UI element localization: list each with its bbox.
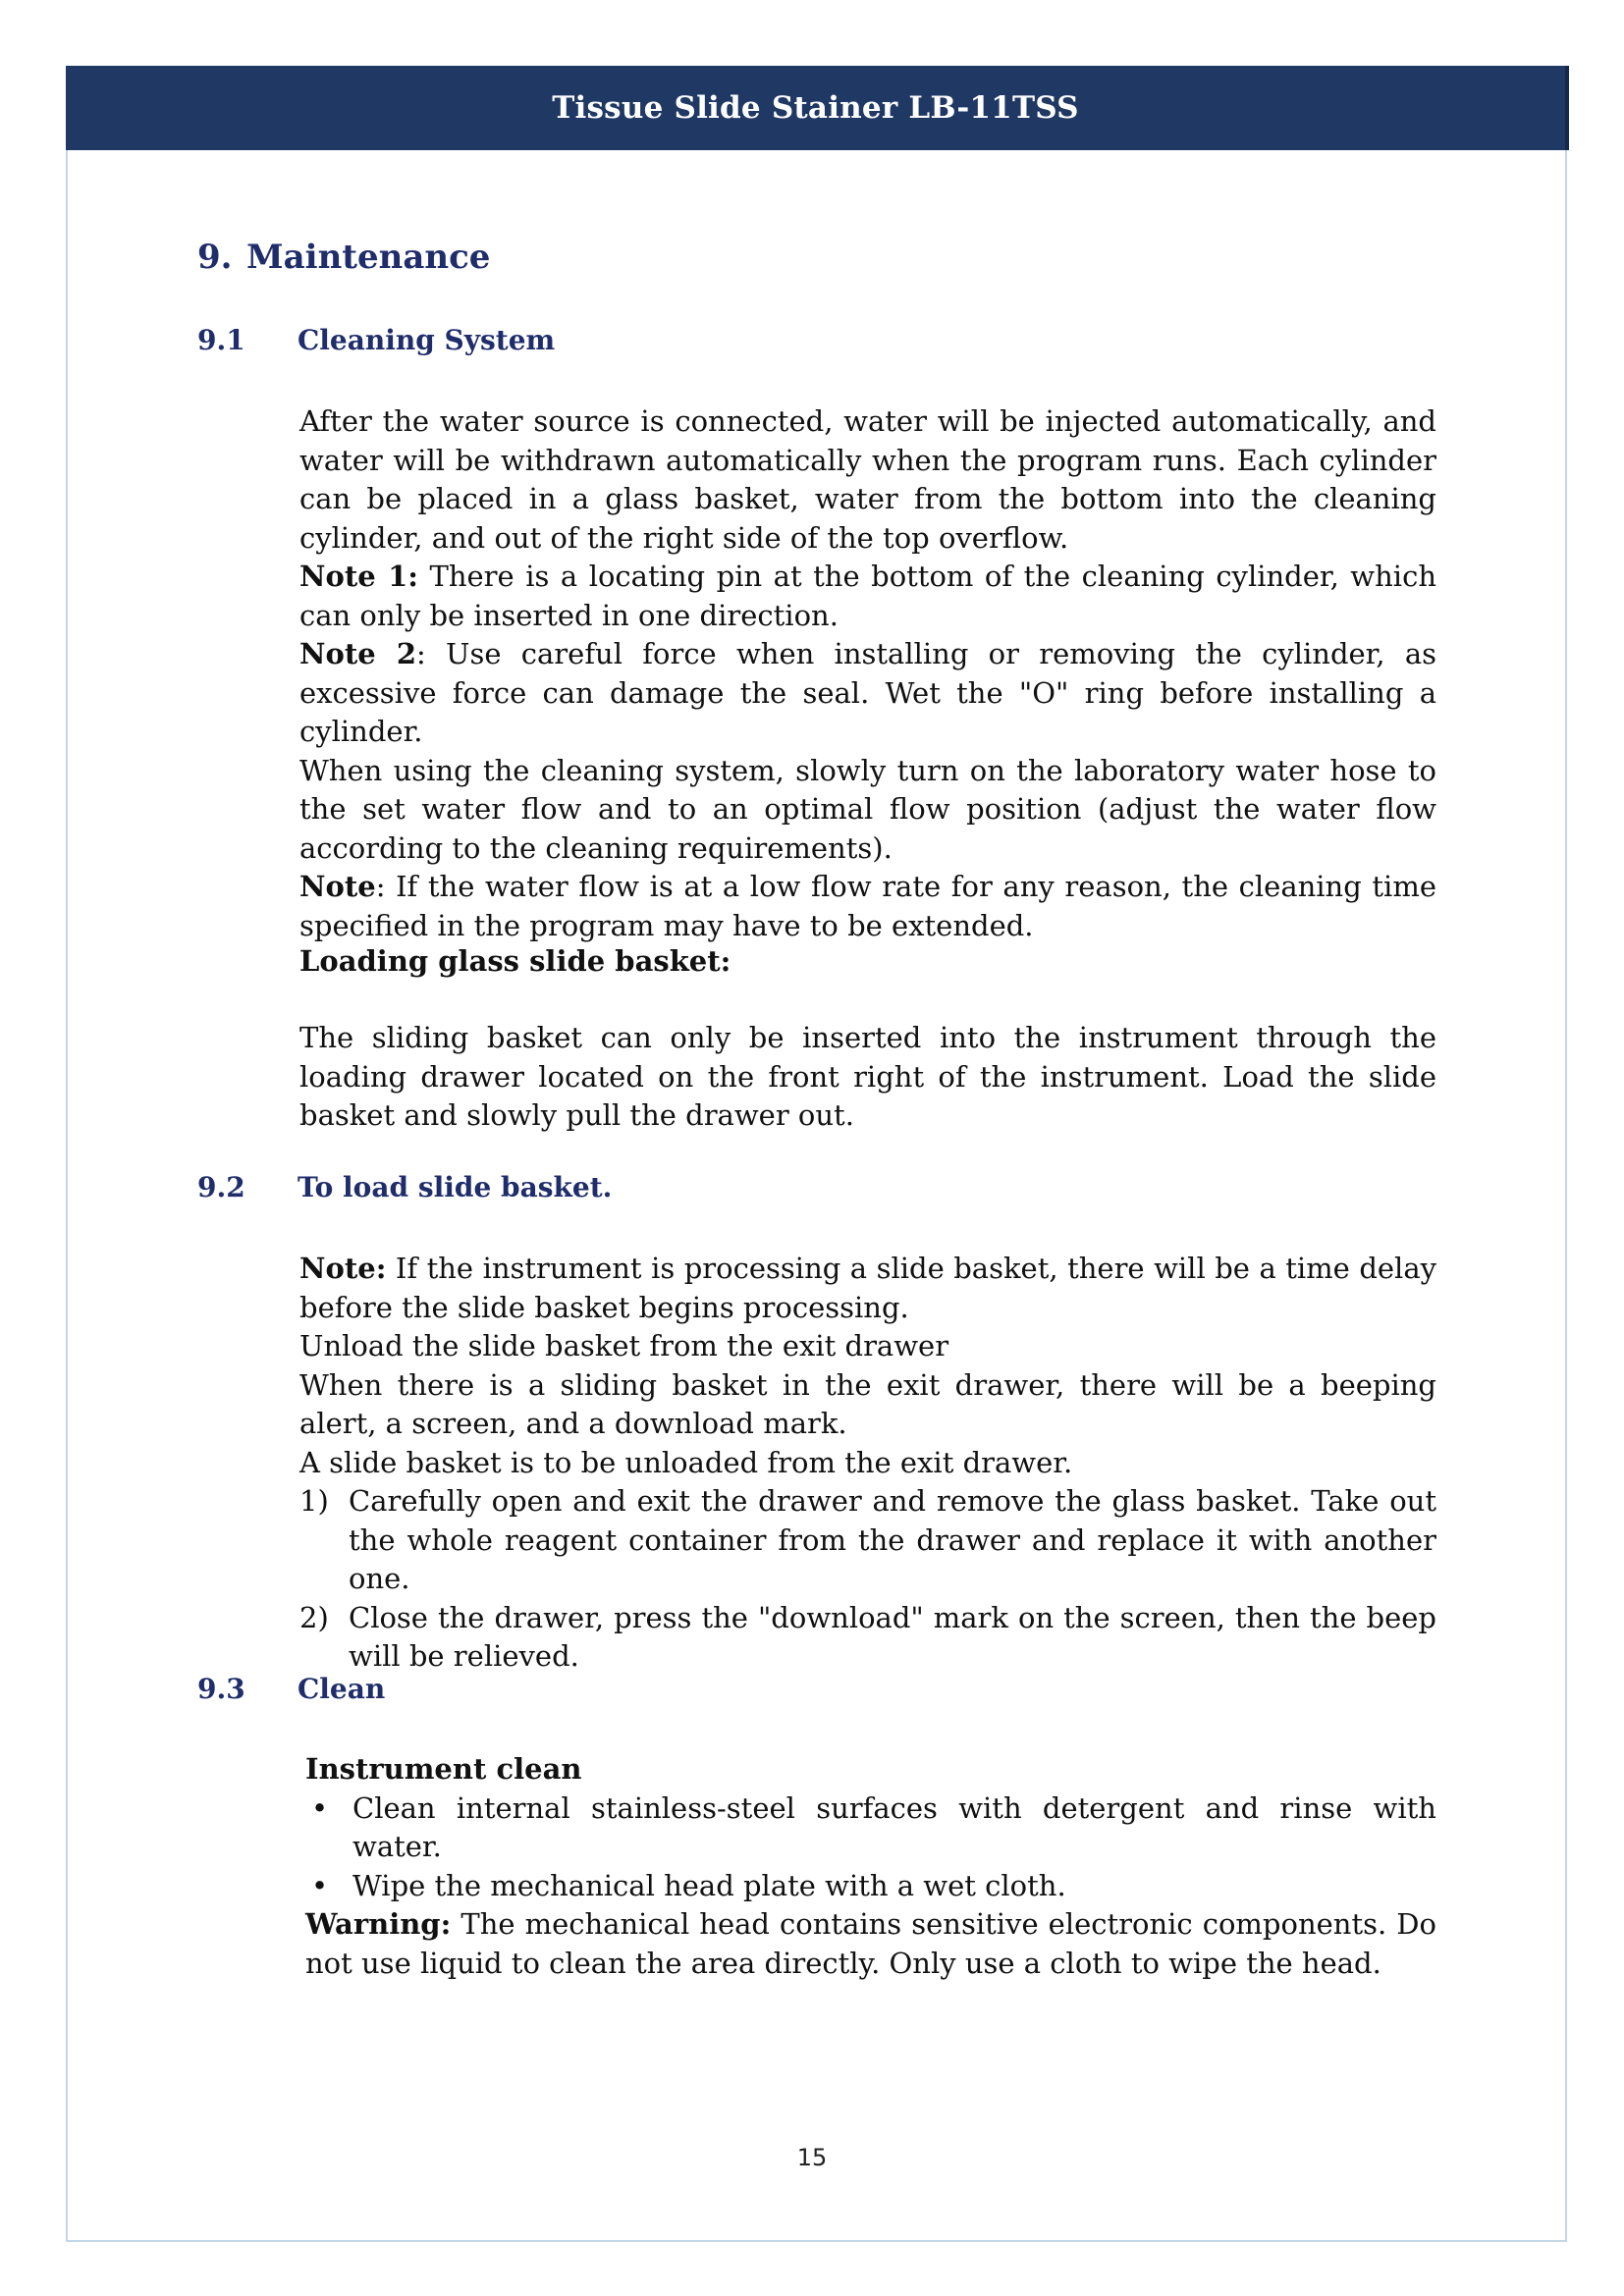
subsection-number: 9.2 <box>197 1171 245 1203</box>
section-heading <box>197 238 490 277</box>
loading-basket-body <box>299 1019 1436 1136</box>
subsection-heading-9-1 <box>197 324 555 356</box>
list-item-text: Wipe the mechanical head plate with a wet cloth. <box>352 1868 1066 1902</box>
list-marker: 1) <box>299 1484 329 1518</box>
note-text: : If the water flow is at a low flow rate for any reason, the cleaning time specified in the program may have to be extended. <box>299 870 1436 942</box>
note-text: There is a locating pin at the bottom of the cleaning cylinder, which can only be inserted in one direction. <box>299 560 1436 632</box>
section-number: 9. <box>197 238 233 277</box>
paragraph: Unload the slide basket from the exit drawer <box>299 1329 949 1362</box>
note-label: Note <box>299 870 376 903</box>
paragraph: When using the cleaning system, slowly turn on the laboratory water hose to the set water flow and to an optimal flow position (adjust the water flow according to the cleaning requirements). <box>299 753 1436 865</box>
note-paragraph <box>299 1250 1436 1327</box>
document-title: Tissue Slide Stainer LB-11TSS <box>552 90 1079 126</box>
page-number: 15 <box>796 2144 828 2171</box>
page-header <box>66 66 1569 150</box>
note-paragraph <box>299 868 1436 945</box>
note-paragraph <box>299 635 1436 752</box>
section-title: Maintenance <box>246 238 491 277</box>
paragraph: The sliding basket can only be inserted into the instrument through the loading drawer located on the front right of the instrument. Load the slide basket and slowly pull the drawer out. <box>299 1021 1436 1132</box>
subsection-number: 9.1 <box>197 324 245 356</box>
list-item <box>305 1789 1436 1867</box>
loading-basket-block <box>299 942 1436 982</box>
list-item-text: Carefully open and exit the drawer and remove the glass basket. Take out the whole reagent container from the drawer and replace it with another one. <box>349 1484 1436 1595</box>
note-text: : Use careful force when installing or removing the cylinder, as excessive force can damage the seal. Wet the "O" ring before installing a cylinder. <box>299 637 1436 748</box>
cleaning-system-body <box>299 402 1436 945</box>
note-label: Note 1: <box>299 560 418 593</box>
paragraph: A slide basket is to be unloaded from the exit drawer. <box>299 1445 1073 1479</box>
note-text: If the instrument is processing a slide basket, there will be a time delay before the slide basket begins processing. <box>299 1252 1436 1324</box>
note-label: Note 2 <box>299 637 417 670</box>
subsection-title: Cleaning System <box>298 324 556 356</box>
subheading: Loading glass slide basket: <box>299 944 731 978</box>
subsection-heading-9-3 <box>197 1673 385 1705</box>
note-paragraph <box>299 558 1436 635</box>
list-item <box>299 1482 1436 1599</box>
paragraph: After the water source is connected, water will be injected automatically, and water will be withdrawn automatically when the program runs. Each cylinder can be placed in a glass basket, water from the bottom into the cleaning cylinder, and out of the right side of the top overflow. <box>299 404 1436 555</box>
load-basket-body <box>299 1250 1436 1677</box>
subsection-heading-9-2 <box>197 1171 612 1203</box>
warning-paragraph <box>305 1905 1436 1983</box>
subheading: Instrument clean <box>305 1752 582 1786</box>
warning-text: The mechanical head contains sensitive electronic components. Do not use liquid to clean the area directly. Only use a cloth to wipe the head. <box>305 1907 1436 1980</box>
clean-body <box>305 1750 1436 1983</box>
subsection-title: Clean <box>298 1673 386 1705</box>
steps-list <box>299 1482 1436 1677</box>
list-marker: 2) <box>299 1600 329 1634</box>
warning-label: Warning: <box>305 1907 452 1941</box>
subsection-number: 9.3 <box>197 1673 245 1705</box>
list-item <box>299 1599 1436 1677</box>
bullet-list <box>305 1789 1436 1906</box>
note-label: Note: <box>299 1252 387 1285</box>
subsection-title: To load slide basket. <box>298 1171 613 1203</box>
paragraph: When there is a sliding basket in the exit drawer, there will be a beeping alert, a screen, and a download mark. <box>299 1367 1436 1440</box>
list-item-text: Clean internal stainless-steel surfaces with detergent and rinse with water. <box>352 1790 1436 1863</box>
bullet-marker: • <box>311 1868 329 1902</box>
list-item-text: Close the drawer, press the "download" mark on the screen, then the beep will be relieved. <box>349 1600 1436 1673</box>
bullet-marker: • <box>311 1790 329 1825</box>
list-item <box>305 1867 1436 1906</box>
